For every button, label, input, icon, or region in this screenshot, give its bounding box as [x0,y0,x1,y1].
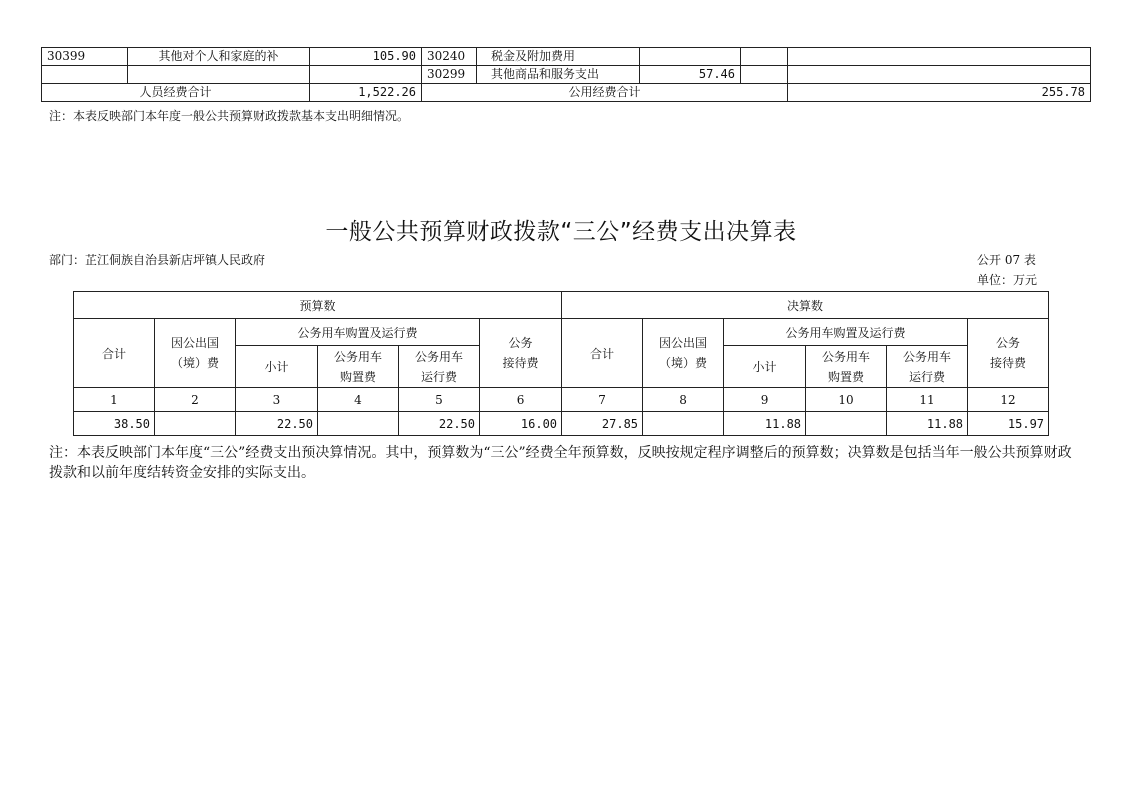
value-cell: 22.50 [236,412,318,436]
final-subtotal-header: 小计 [724,346,806,388]
item-name: 税金及附加费用 [477,48,640,66]
economic-code: 30399 [42,48,128,66]
budget-operation-header [399,346,480,388]
header-line: 购置费 [339,369,376,384]
header-line: 运行费 [420,369,457,384]
personnel-total-value: 1,522.26 [310,84,422,102]
column-number: 9 [724,388,806,412]
column-number: 12 [968,388,1049,412]
unit-label: 单位：万元 [977,273,1038,287]
column-number: 4 [318,388,399,412]
value-cell: 15.97 [968,412,1049,436]
table-row [74,412,1049,436]
value-cell [643,412,724,436]
value-cell: 27.85 [562,412,643,436]
item-name: 其他对个人和家庭的补 [128,48,310,66]
header-line: 公务用车 [903,349,952,364]
value-cell: 38.50 [74,412,155,436]
final-reception-header [968,319,1049,388]
header-line: 公务 [508,336,533,350]
budget-header: 预算数 [74,292,562,319]
header-line: 公务 [996,336,1021,350]
header-line: 公务用车 [333,349,382,364]
column-number-row [74,388,1049,412]
item-name [128,66,310,84]
total-row [42,84,1091,102]
column-number: 1 [74,388,155,412]
basic-expenditure-table [41,47,1091,102]
empty-cell [788,48,1091,66]
table-row [42,48,1091,66]
final-total-header: 合计 [562,319,643,388]
value-cell [155,412,236,436]
column-number: 11 [887,388,968,412]
personnel-total-label: 人员经费合计 [42,84,310,102]
page-title: 一般公共预算财政拨款“三公”经费支出决算表 [325,219,797,245]
value-cell: 11.88 [724,412,806,436]
budget-purchase-header [318,346,399,388]
economic-code [42,66,128,84]
header-row [74,292,1049,319]
bottom-note: 注：本表反映部门本年度“三公”经费支出预决算情况。其中，预算数为“三公”经费全年预算数，反映按规定程序调整后的预算数；决算数是包括当年一般公共预算财政拨款和以前年度结转资金安排的实际支出。 [49,445,1072,481]
header-line: 公务用车 [414,349,463,364]
header-row [74,319,1049,346]
budget-reception-header [480,319,562,388]
header-line: 因公出国 [659,336,708,350]
final-purchase-header [806,346,887,388]
final-header: 决算数 [562,292,1049,319]
budget-abroad-header [155,319,236,388]
three-public-expenditure-table [73,291,1049,436]
header-line: 运行费 [909,369,946,384]
top-table-note: 注：本表反映部门本年度一般公共预算财政拨款基本支出明细情况。 [49,109,410,123]
value-cell [806,412,887,436]
empty-cell [741,66,788,84]
final-vehicle-header: 公务用车购置及运行费 [724,319,968,346]
empty-cell [788,66,1091,84]
value-cell [318,412,399,436]
value-cell: 16.00 [480,412,562,436]
header-line: （境）费 [170,356,219,370]
item-name: 其他商品和服务支出 [477,66,640,84]
header-line: 接待费 [502,356,539,370]
economic-code: 30240 [422,48,477,66]
economic-code: 30299 [422,66,477,84]
header-line: 购置费 [828,369,865,384]
final-operation-header [887,346,968,388]
item-amount [310,66,422,84]
item-amount: 57.46 [640,66,741,84]
table-row [42,66,1091,84]
item-amount: 105.90 [310,48,422,66]
header-line: 公务用车 [822,349,871,364]
final-abroad-header [643,319,724,388]
column-number: 3 [236,388,318,412]
header-line: 因公出国 [170,336,219,350]
column-number: 6 [480,388,562,412]
budget-subtotal-header: 小计 [236,346,318,388]
department-label: 部门：芷江侗族自治县新店坪镇人民政府 [49,253,266,267]
header-line: （境）费 [659,356,708,370]
column-number: 7 [562,388,643,412]
budget-total-header: 合计 [74,319,155,388]
budget-vehicle-header: 公务用车购置及运行费 [236,319,480,346]
column-number: 2 [155,388,236,412]
empty-cell [741,48,788,66]
table-number: 公开 07 表 [977,253,1036,267]
public-total-label: 公用经费合计 [422,84,788,102]
column-number: 5 [399,388,480,412]
column-number: 8 [643,388,724,412]
public-total-value: 255.78 [788,84,1091,102]
column-number: 10 [806,388,887,412]
value-cell: 11.88 [887,412,968,436]
value-cell: 22.50 [399,412,480,436]
item-amount [640,48,741,66]
header-line: 接待费 [990,356,1027,370]
